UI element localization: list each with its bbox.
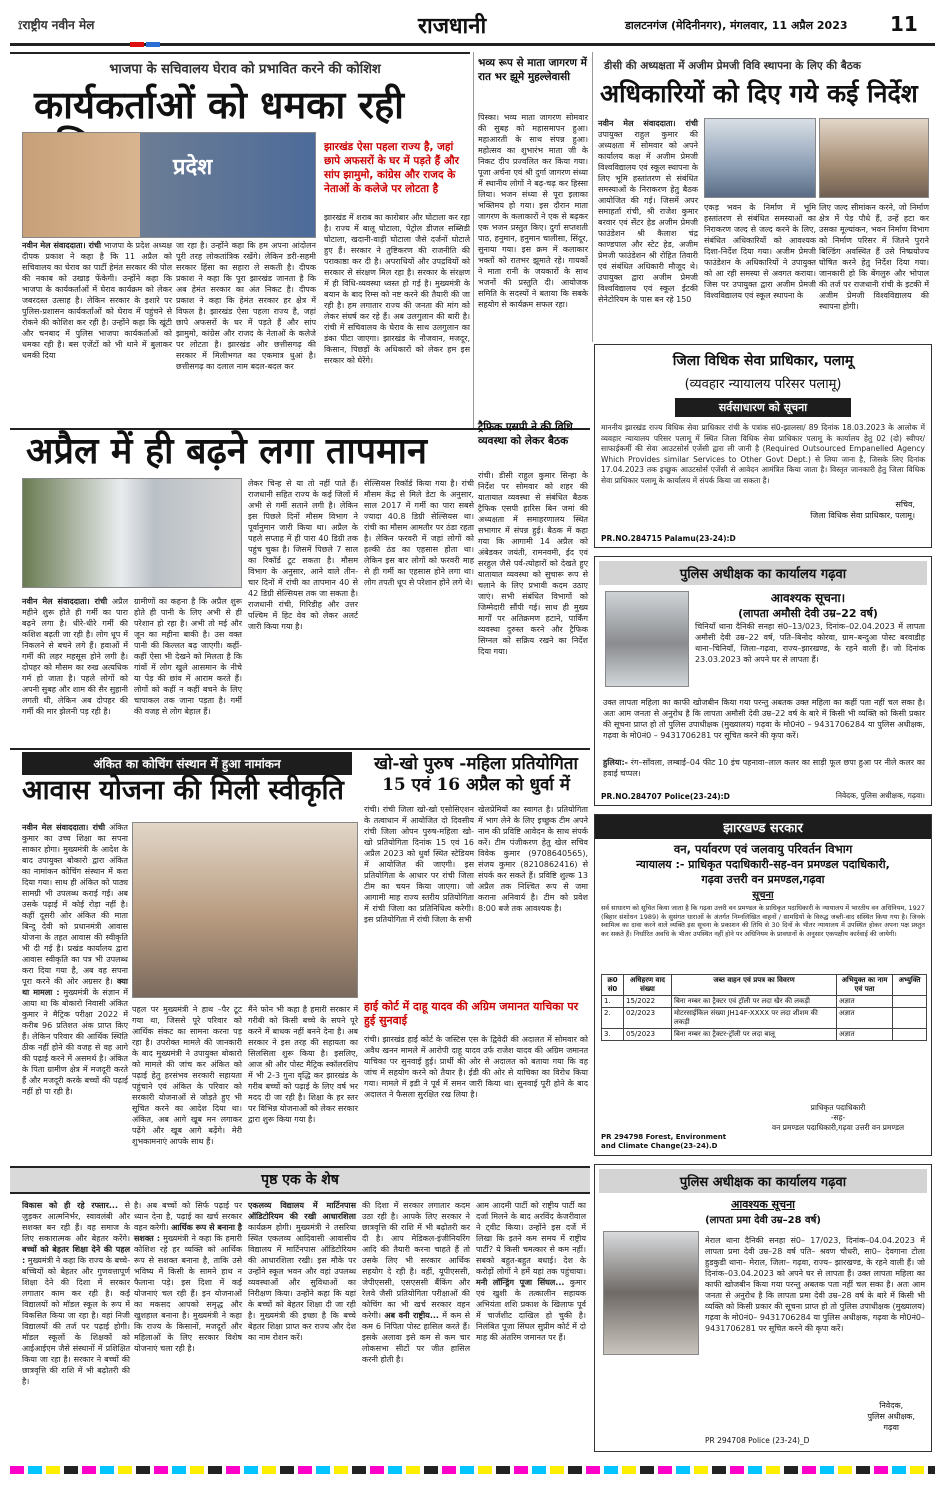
ad1-subtitle: (व्यवहार न्यायालय परिसर पलामू) <box>684 377 842 392</box>
ad3-sign-1: प्राधिकृत पदाधिकारी <box>810 1103 866 1112</box>
a3-photo-officials <box>819 118 929 198</box>
a4-body-2: ग्रामीणों का कहना है कि अप्रैल शुरू होते ही पानी के लिए अभी से ही परेशान हो रहा है। अभी तो मई और जून का महीना बाकी है। उस वक्त पानी की किल्लत बढ़ जाएगी। कहीं-कहीं ऐसा भी देखने को मिलता है कि गांवों में लोग खुले आसमान के नीचे या पेड़ की छांव में आराम करते हैं। लोगों को कहीं न कहीं बचने के लिए चापाकल तक जाना पड़ता है। गर्मी की वजह से लोग बेहाल हैं। <box>134 597 242 716</box>
a8-body1: से जुड़कर आत्मनिर्भर, स्वावलंबी और सशक्त बन रही हैं। वह समाज के लिए सकारात्मक और बेहतर करेंगे। <box>22 1201 130 1243</box>
a6-byline: नवीन मेल संवाददाता। रांची <box>22 823 106 832</box>
a2-headline: भव्य रूप से माता जागरण में रात भर झूमे मुहल्लेवासी <box>478 57 587 83</box>
table-row <box>602 996 927 1008</box>
a1-headline: कार्यकर्ताओं को धमका रही <box>34 82 404 127</box>
color-mark-icon <box>146 42 160 47</box>
ad3-body: सर्व साधारण को सूचित किया जाता है कि गढ़वा उत्तरी वन प्रमण्डल के प्राधिकृत पदाधिकारी के न्यायालय में भारतीय वन अधिनियम, 1927 (बिहार संशोधन 1989) के सुसंगत धाराओं के अंतर्गत निम्नलिखित वाहनों / सामग्रियों के विरुद्ध जब्ती-वाद संस्थित किया गया है। जिनके स्वामित्व का दावा करने वाले व्यक्ति इस सूचना के प्रकाशन की तिथि से 30 दिनों के भीतर न्यायालय में उपस्थित होकर अपना पक्ष प्रस्तुत कर सकते हैं। निर्धारित अवधि के भीतर उपस्थित नहीं होने पर अधिनियम के प्रावधानों के अनुसार एकपक्षीय कार्रवाई की जायेगी। <box>601 904 925 938</box>
table-row <box>602 1008 927 1029</box>
color-registration-bar <box>10 1466 935 1474</box>
ad1-body: माननीय झारखंड राज्य विधिक सेवा प्राधिकार रांची के पत्रांक सं0-झालसा/ 89 दिनांक 18.03.2023 के आलोक में व्यवहार न्यायालय परिसर पलामू में स्थित जिला विधिक सेवा प्राधिकार पलामू के कार्यालय हेतु 02 (दो) स्वीपर/साफाईकर्मी की सेवा आउटसोर्स एजेंसी द्वारा ली जानी है (Required Outsourced Empanelled Agency Which Provides similar Services to Other Govt Dept.) से लिया जाना है, जिसके लिए दिनांक 17.04.2023 तक इच्छुक आउटसोर्स एजेंसी से आवेदन आमंत्रित किया जाता है। विस्तृत जानकारी हेतु जिला विधिक सेवा प्राधिकार पलामू के कार्यालय में संपर्क किया जा सकता है। <box>601 423 925 485</box>
bird-logo-icon: ⟟ <box>18 18 23 32</box>
a8-body5: कार्यक्रम होगी। मुख्यमंत्री ने तसरिया स्थित एकलव्य आदिवासी आवासीय विद्यालय में मार्टिनपास ऑडिटोरियम की आधारशिला रखी। इस मौके पर उन्होंने स्कूल भवन और वहां उपलब्ध व्यवस्थाओं और सुविधाओं का निरीक्षण किया। उन्होंने कहा कि यहां के बच्चों को बेहतर शिक्षा दी जा रही है। मुख्यमंत्री की इच्छा है कि बच्चे बेहतर शिक्षा प्राप्त कर राज्य और देश का नाम रोशन करें। <box>248 1223 356 1342</box>
a1-body-text: भाजपा के प्रदेश अध्यक्ष दीपक प्रकाश ने कहा है कि 11 अप्रैल को सचिवालय का घेराव का पार्टी हेमंत सरकार की पोल की नकाब को उखाड़ फेंकेगी। उन्होंने कहा कि भाजपा के कार्यकर्ताओं में घेराव कार्यक्रम को लेकर जबरदस्त उत्साह है। लेकिन सरकार के इशारे पर पुलिस-प्रशासन कार्यकर्ताओं को घेराव में पहुंचने से रोकने की कोशिश कर रही है। उन्होंने कहा कि खूंटी और चनबाद में पुलिस भाजपा कार्यकर्ताओं को धमका रही है। बस एजेंटों को भी थाने में बुलाकर धमकी दिया <box>22 241 172 360</box>
table-cell <box>893 996 927 1008</box>
a7-body-3: रांची। झारखंड हाई कोर्ट के जस्टिस एस के द्विवेदी की अदालत में सोमवार को अवैध खनन मामले में आरोपी दाहू यादव उर्फ राजेश यादव की अग्रिम जमानत याचिका पर सुनवाई हुई। प्रार्थी की ओर से अदालत को बताया गया कि वह जांच में सहयोग करने को तैयार है। ईडी की ओर से याचिका का विरोध किया गया। मामले में इडी ने पूर्व में समन जारी किया था। सुनवाई पूरी होने के बाद अदालत ने फैसला सुरक्षित रख लिया है। <box>364 1035 588 1099</box>
table-cell: अज्ञात <box>837 1008 893 1029</box>
a3-photo-meeting <box>704 118 816 198</box>
table-cell: 3. <box>602 1029 624 1041</box>
table-header: अधिहरण वाद संख्या <box>624 975 672 996</box>
ad2-subtitle-2: (लापता अमौसी देवी उम्र–22 वर्ष) <box>738 607 878 620</box>
table-cell: 15/2022 <box>624 996 672 1008</box>
ad3-office-2: गढ़वा उत्तरी वन प्रमण्डल,गढ़वा <box>701 873 825 886</box>
ad3-dept: वन, पर्यावरण एवं जलवायु परिवर्तन विभाग <box>673 842 853 856</box>
ad2-hulia <box>603 757 925 789</box>
table-cell <box>893 1008 927 1029</box>
table-header: जब्त वाहन एवं प्रपत्र का विवरण <box>672 975 837 996</box>
ad4-title: पुलिस अधीक्षक का कार्यालय गढ़वा <box>679 1175 847 1190</box>
a4-body-4: सेल्सियस रिकॉर्ड किया गया है। रांची मौसम केंद्र से मिले डेटा के अनुसार, साल 2017 में गर्मी का पारा सबसे ज्यादा 40.8 डिग्री सेल्सियस था। रांची का मौसम आमतौर पर ठंडा रहता है। लेकिन फरवरी में जहां लोगों को हल्की ठंड का एहसास होता था। लेकिन इस बार लोगों को फरवरी माह से ही गर्मी का एहसास होने लगा था। लोग तपती धूप से परेशान होने लगे थे। <box>364 479 474 587</box>
a1-byline: नवीन मेल संवाददाता। रांची <box>22 241 102 250</box>
a8-h3: आर्थिक रूप से बनाना है सशक्त : <box>134 1223 242 1243</box>
a4-body-3: लेकर चिन्ह से या तो नहीं पाते हैं। राजधानी सहित राज्य के कई जिलों में अभी से गर्मी सताने लगी है। लेकिन इस पिछले दिनों मौसम विभाग ने पूर्वानुमान जारी किया था। अप्रैल के पहले सप्ताह में ही पारा 40 डिग्री तक पहुंच चुका है। जिसमें पिछले 7 साल का रिकॉर्ड टूट सकता है। मौसम विभाग के अनुसार, आने वाले तीन-चार दिनों में रांची का तापमान 40 से 42 डिग्री सेल्सियस तक जा सकता है। राजधानी रांची, गिरिडीह और उत्तर पश्चिम में हिट वेव को लेकर अलर्ट जारी किया गया है। <box>248 479 358 631</box>
ad3-sign-3: वन प्रमण्डल पदाधिकारी,गढ़वा उत्तरी वन प्रमण्डल <box>771 1123 905 1132</box>
ad3-notice: सूचना <box>752 890 774 901</box>
a4-headline: अप्रैल में ही बढ़ने लगा तापमान <box>26 430 427 472</box>
a7-body-2: खेलप्रेमियों का स्वागत है। प्रतियोगिता में भाग लेने के लिए इच्छुक टीम अपने नाम की प्रविष्टि आवेदन के साथ संपर्क करें। टीम पंजीकरण हेतु खेल सचिव विवेक कुमार (9708640565), संजय कुमार (8210862416) से संपर्क कर सकते हैं। प्रविष्टि शुल्क 13 अप्रैल तक निश्चित रूप से जमा कराना अनिवार्य है। टीम को प्रवेश 8:00 बजे तक आवश्यक है। <box>478 805 588 913</box>
ad2-hulia-text: रंग–साँवला, लम्बाई–04 फीट 10 इंच पहनावा–लाल कलर का साड़ी फूल छपा हुआ पर नीले कलर का हवाई चप्पल। <box>603 758 926 778</box>
ad2-title-bar <box>599 561 927 585</box>
a6-photo <box>132 822 358 998</box>
table-cell: 2. <box>602 1008 624 1029</box>
a8-col-4 <box>362 1200 470 1452</box>
table-cell: 02/2023 <box>624 1008 672 1029</box>
a8-col-1 <box>22 1200 130 1452</box>
a8-col-2 <box>134 1200 242 1452</box>
table-cell: मोटरसाईकिल संख्या JH14F-XXXX पर लदा शीशम की लकड़ी <box>672 1008 837 1029</box>
a8-body6: की दिशा में सरकार लगातार कदम उठा रही है। आपके लिए सरकार ने छात्रवृत्ति की राशि में भी बढ़ोतरी कर दी है। आप मेडिकल-इंजीनियरिंग आदि की तैयारी करना चाहते हैं तो उसके लिए भी सरकार आर्थिक सहयोग दे रही है। वहीं, यूपीएससी, जेपीएससी, एसएससी बैंकिंग और रेलवे जैसी प्रतियोगिता परीक्षाओं की कोचिंग का भी खर्च सरकार वहन करेगी। <box>362 1201 470 1320</box>
ad4-subtitle: आवश्यक सूचना <box>730 1198 796 1211</box>
ad2-body-1: चिनियाँ थाना दैनिकी सनहा सं0–13/023, दिनांक–02.04.2023 में लापता अमौसी देवी उम्र–22 वर्ष, पति–बिनोद कोरवा, ग्राम–बन्दुआ पोस्ट बरवाडीह थाना–चिनियाँ, जिला–गढ़वा, राज्य–झारखण्ड, के रहने वाली हैं। जो दिनांक 23.03.2023 को अपने घर से लापता हैं। <box>695 622 925 664</box>
a1-kicker: भाजपा के सचिवालय घेराव को प्रभावित करने की कोशिश <box>40 56 450 80</box>
ad-missing-person-2 <box>594 1164 932 1452</box>
a8-h2: बच्चों को बेहतर शिक्षा देने की पहल : <box>22 1245 130 1265</box>
divider <box>10 52 470 54</box>
a3-byline: नवीन मेल संवाददाता। रांची <box>598 119 698 128</box>
a6-body-text-2: मुख्यमंत्री के संज्ञान में आया था कि बोकारो निवासी अंकित कुमार ने मैट्रिक परीक्षा 2022 में करीब 96 प्रतिशत अंक प्राप्त किए हैं। लेकिन परिवार की आर्थिक स्थिति ठीक नहीं होने की वजह से वह आगे की पढ़ाई करने में असमर्थ है। अंकित के पिता ग्रामीण क्षेत्र में मजदूरी करते हैं और मजदूरी करके बच्चों की पढ़ाई नहीं हो पा रही है। <box>22 988 129 1096</box>
a4-body-text: अप्रैल महीने शुरू होते ही गर्मी का पारा बढ़ने लगा है। धीरे-धीरे गर्मी की कशिश बढ़ती जा रही है। लोग धूप में निकलने से बचने लगे हैं। हवाओं में गर्मी की लहर महसूस होने लगी है। दोपहर को मौसम का रुख अत्यधिक गर्म हो जाता है। पहले लोगों को अपनी सुबह और शाम की सैर सुहानी लगती थी, लेकिन अब दोपहर की गर्मी की मार झेलनी पड़ रही है। <box>22 597 128 716</box>
masthead <box>18 16 94 33</box>
ad3-sign-2: -सह- <box>830 1113 846 1122</box>
ad4-sign-1: निवेदक, <box>879 1401 904 1410</box>
ad4-body: मेराल थाना दैनिकी सनहा सं0– 17/023, दिनांक–04.04.2023 में लापता प्रमा देवी उम्र–28 वर्ष पति– श्रवण चौधरी, सा0– देवगाना टोला हुडकुडी थाना– मेराल, जिला– गढ़वा, राज्य– झारखण्ड, के रहने वाली हैं। जो दिनांक–03.04.2023 को अपने घर से लापता हैं। उक्त लापता महिला का काफी खोजबीन किया गया परन्तु अबतक पता नहीं चल सका है। अतः आम जनता से अनुरोध है कि लापता प्रमा देवी उम्र–28 वर्ष के बारे में किसी भी व्यक्ति को किसी प्रकार की सूचना प्राप्त हो तो पुलिस उपाधीक्षक (मुख्यालय) गढ़वा के मो0नं0– 9431706284 या पुलिस अधीक्षक, गढ़वा के मो0नं0– 9431706281 पर सूचित करने की कृपा करें। <box>705 1236 925 1333</box>
a6-body <box>22 822 128 1160</box>
a1-body-3: झारखंड में शराब का कारोबार और घोटाला कर रहा है। राज्य में बालू घोटाला, पेट्रोल डीजल सब्सिडी घोटाला, खदानी-वाड़ी घोटाला जैसे दर्जनों घोटाले हुए हैं। सरकार ने तुष्टिकरण की राजनीति की पराकाष्ठा कर दी है। अपराधियों और उपद्रवियों को सरकार से संरक्षण मिल रहा है। सरकार के संरक्षण में ही विधि-व्यवस्था ध्वस्त हो गई है। मुख्यमंत्री के बयान के बाद रिम्स को नष्ट करने की तैयारी की जा रही है। हम लगातार राज्य की जनता की मांग को लेकर संघर्ष कर रहे हैं। अब उलगुलान की बारी है। रांची में सचिवालय के घेराव के साथ उलगुलान का डंका पीटा जाएगा। झारखंड के नौजवान, मजदूर, किसान, पिछड़ों के अधिकारों को लेकर हम इस सरकार को घेरेंगे। <box>324 213 470 365</box>
ad4-sign-2: पुलिस अधीक्षक, <box>867 1412 915 1421</box>
a8-body2: मुख्यमंत्री ने कहा कि राज्य के बच्चे-बच्चियों को बेहतर और गुणवत्तापूर्ण शिक्षा देने की दिशा में सरकार लगातार काम कर रही है। कई विद्यालयों को मॉडल स्कूल के रूप में विकसित किया जा रहा है। वहां निजी विद्यालयों की तर्ज पर पढ़ाई होगी। मॉडल स्कूलों के शिक्षकों को आईआईएम जैसे संस्थानों में प्रशिक्षित किया जा रहा है। सरकार ने बच्चों की छात्रवृत्ति की राशि में भी बढ़ोतरी की है। <box>22 1256 130 1386</box>
table-header: अभ्युक्ति <box>893 975 927 996</box>
a8-body4: मुख्यमंत्री ने कहा कि हमारी कोशिश रहे हर व्यक्ति को आर्थिक रूप से सशक्त बनाना है, ताकि उसे भविष्य में किसी के सामने हाथ न फैलाना पड़े। इस दिशा में कई योजनाएं चल रही हैं। इन योजनाओं का मकसद आपको समृद्ध और खुशहाल बनाना है। मुख्यमंत्री ने कहा कि राज्य के किसानों, मजदूरों और महिलाओं के लिए सरकार विशेष योजनाएं चला रही है। <box>134 1234 242 1353</box>
a8-h6: मनी लॉन्ड्रिंग पूजा सिंघल... <box>476 1278 565 1287</box>
a8-h1: विकास को ही रहे रफ्तार... <box>22 1201 119 1210</box>
a7-subhead: हाई कोर्ट में दाहू यादव की अग्रिम जमानत याचिका पर हुई सुनवाई <box>364 1000 579 1027</box>
table-row <box>602 1029 927 1041</box>
ad1-pr: PR.NO.284715 Palamu(23-24):D <box>601 534 736 543</box>
a6-body-text: अंकित कुमार का उच्च शिक्षा का सपना साकार होगा। मुख्यमंत्री के आदेश के बाद उपायुक्त बोकारो द्वारा अंकित का नामांकन कोचिंग संस्थान में करा दिया गया। साथ ही अंकित को पाठ्य सामग्री भी उपलब्ध कराई गई। अब उसके पढ़ाई में कोई रोड़ा नहीं है। कहीं दूसरी ओर अंकित की माता बिन्दु देवी को प्रधानमंत्री आवास योजना के तहत आवास की स्वीकृति भी दी गई है। प्रखंड कार्यालय द्वारा आवास स्वीकृति का पत्र भी उपलब्ध करा दिया गया है, अब वह सपना पूरा करने की ओर अग्रसर है। <box>22 823 128 986</box>
a6-body-4: मैंने फोन भी कहा है हमारी सरकार में गरीबी को किसी बच्चे के सपने पूरे करने में बाधक नहीं बनने देना है। अब सरकार ने इस तरह की सहायता का सिलसिला शुरू किया है। इसलिए, आज श्री और पोस्ट मैट्रिक स्कॉलरशिप में भी 2-3 गुना वृद्धि कर झारखंड के गरीब बच्चों को पढ़ाई के लिए वर्ष भर मदद दी जा रही है। शिक्षा के हर स्तर पर विभिन्न योजनाओं को लेकर सरकार द्वारा शुरू किया गया है। <box>248 1005 358 1124</box>
ad3-pr: PR 294798 Forest, Environment and Climate Change(23-24).D <box>601 1133 727 1150</box>
ad2-hulia-label: हुलिया:- <box>603 758 628 767</box>
a2-body: पिस्का। भव्य माता जागरण सोमवार की सुबह को महासमापन हुआ। महाआरती के साथ संपन्न हुआ। महोत्सव का शुभारंभ माता जी के निकट दीप प्रज्वलित कर किया गया। पूजा अर्चना एवं श्री दुर्गा जागरण संध्या में स्थानीय लोगों ने बढ़-चढ़ कर हिस्सा लिया। भजन संध्या से पूरा इलाका भक्तिमय हो गया। इस दौरान माता जागरण के कलाकारों ने एक से बढ़कर एक भजन प्रस्तुत किए। दुर्गा सप्तशती पाठ, हनुमान, हनुमान चालीसा, सिंदूर, सुनाया गया। इस क्रम में कलाकार भक्तों को रातभर झूमाते रहे। गायकों ने माता रानी के जयकारों के साथ भजनों की प्रस्तुति दी। आयोजक समिति के सदस्यों ने बताया कि सबके सहयोग से कार्यक्रम सफल रहा। <box>478 113 588 309</box>
a8-body8: कुमार एवं खुशी के तत्कालीन सहायक अभियंता शशि प्रकाश के खिलाफ पूर्व में चार्जशीट दाखिल हो चुकी है। निलंबित पूजा सिंघल सुप्रीम कोर्ट में दो माह की अंतरिम जमानत पर हैं। <box>476 1278 586 1342</box>
table-header-row <box>602 975 927 996</box>
continued-band <box>10 1166 590 1194</box>
ad1-bar <box>675 398 851 417</box>
ad4-sign <box>867 1400 915 1433</box>
divider <box>592 52 593 342</box>
ad1-bar-text: सर्वसाधारण को सूचना <box>718 401 808 414</box>
a8-h5: अब वनी राष्ट्रीय... <box>384 1311 439 1320</box>
table-header: क्र0 सं0 <box>602 975 624 996</box>
table-cell: 1. <box>602 996 624 1008</box>
table-cell <box>893 1029 927 1041</box>
a1-photo-text: प्रदेश <box>173 155 213 180</box>
a3-body <box>598 118 698 340</box>
a8-col-5 <box>476 1200 586 1452</box>
a4-photo <box>22 478 242 588</box>
a1-body <box>22 240 172 360</box>
dateline: डालटनगंज (मेदिनीनगर), मंगलवार, 11 अप्रैल 2023 <box>625 19 848 32</box>
a6-headline: आवास योजना की मिली स्वीकृति <box>22 775 344 806</box>
ad4-sign-3: गढ़वा <box>883 1423 899 1432</box>
a8-h4: एकलव्य विद्यालय में मार्टिनपास ऑडिटोरियम की रखी आधारशिला <box>248 1201 356 1221</box>
ad3-title: झारखण्ड सरकार <box>723 821 803 836</box>
ad4-subtitle-2: (लापता प्रमा देवी उम्र–28 वर्ष) <box>705 1215 821 1226</box>
a1-subhead: झारखंड ऐसा पहला राज्य है, जहां छापे अफसरों के घर में पड़ते हैं और सांप झामुमो, कांग्रेस और राजद के नेताओं के कलेजे पर लोटता है <box>324 141 459 195</box>
table-header: अभियुक्त का नाम एवं पता <box>837 975 893 996</box>
divider <box>10 748 590 750</box>
table-cell: 05/2023 <box>624 1029 672 1041</box>
ad2-title: पुलिस अधीक्षक का कार्यालय गढ़वा <box>679 567 847 582</box>
ad1-sign <box>595 499 915 521</box>
ad4-pr: PR 294708 Police (23-24)_D <box>705 1436 810 1445</box>
band-title: पृष्ठ एक के शेष <box>261 1172 339 1188</box>
ad2-body-2: उक्त लापता महिला का काफी खोजबीन किया गया परन्तु अबतक उक्त महिला का कहीं पता नहीं चल सका है। अतः आम जनता से अनुरोध है कि लापता अमौसी देवी उम्र–22 वर्ष के बारे में किसी भी व्यक्ति को किसी प्रकार की सूचना प्राप्त हो तो पुलिस उपाधीक्षक (मुख्यालय) गढ़वा के मो0नं0 – 9431706284 या पुलिस अधीक्षक, गढ़वा के मो0नं0 – 9431706281 पर सूचित करने की कृपा करें। <box>603 698 925 740</box>
a4-byline: नवीन मेल संवाददाता। रांची <box>22 597 108 606</box>
a3-headline: अधिकारियों को दिए गये कई निर्देश <box>600 79 918 108</box>
a6-kicker: अंकित का कोचिंग संस्थान में हुआ नामांकन <box>22 752 352 775</box>
a3-body-2: एकड़ भवन के निर्माण में भूमि हस्तांतरण से संबंधित समस्याओं का निराकरण जल्द से जल्द करने के लिए, संबंधित अधिकारियों को आवश्यक दिशा-निर्देश दिया गया। अजीम प्रेमजी फाउंडेशन के अधिकारियों ने उपायुक्त को आ रही समस्या से अवगत कराया। जिस पर उपायुक्त द्वारा अजीम प्रेमजी विश्वविद्यालय एवं स्कूल स्थापना के <box>704 203 816 300</box>
ad4-photo <box>603 1231 699 1355</box>
table-cell: अज्ञात <box>837 1029 893 1041</box>
ad3-sign <box>753 1103 923 1133</box>
table-cell: अज्ञात <box>837 996 893 1008</box>
a8-col-3 <box>248 1200 356 1452</box>
ad-missing-person-1 <box>594 556 932 806</box>
table-cell: बिना नम्बर का ट्रैक्टर एवं ट्रॉली पर लदा खैर की लकड़ी <box>672 996 837 1008</box>
a7-body: रांची। रांची जिला खो-खो एसोसिएशन के तत्वाधान में आयोजित दो दिवसीय रांची जिला ओपन पुरुष-महिला खो-खो प्रतियोगिता दिनांक 15 एवं 16 अप्रैल 2023 को धुर्वा स्थित स्टेडियम में आयोजित की जाएगी। इस प्रतियोगिता के आधार पर रांची जिला टीम का चयन किया जाएगा। जो आगामी माह राज्य स्तरीय प्रतियोगिता में रांची जिला का प्रतिनिधित्व करेगी। इस प्रतियोगिता में रांची जिला के सभी <box>364 805 474 924</box>
a1-body-2: जा रहा है। उन्होंने कहा कि हम अपना आंदोलन पूरी तरह लोकतांत्रिक रखेंगे। लेकिन डरी-सहमी सरकार हिंसा का सहारा ले सकती है। दीपक प्रकाश ने कहा कि पूरा झारखंड जानता है कि अब हेमंत सरकार का अंत निकट है। दीपक प्रकाश ने कहा कि हेमंत सरकार हर क्षेत्र में विफल है। झारखंड ऐसा पहला राज्य है, जहां छापे अफसरों के घर में पड़ते हैं और सांप झामुमो, कांग्रेस और राजद के नेताओं के कलेजे पर लोटता है। झारखंड और छत्तीसगढ़ की सरकार में मिलीभगत का एकमात्र धुआं है। छत्तीसगढ़ का दलाल नाम बदल-बदल कर <box>176 241 316 371</box>
table-cell: बिना नम्बर का ट्रैक्टर-ट्रॉली पर लदा बालू <box>672 1029 837 1041</box>
a8-body9: आम आदमी पार्टी को राष्ट्रीय पार्टी का दर्जा मिलने के बाद अरविंद केजरीवाल ने ट्वीट किया। उन्होंने इस दर्जे में लिखा कि इतने कम समय में राष्ट्रीय पार्टी? ये किसी चमत्कार से कम नहीं। सबको बहुत-बहुत बधाई। देश के करोड़ों लोगों ने हमें यहां तक पहुंचाया। <box>476 1201 586 1276</box>
divider <box>473 52 474 428</box>
a5-headline: ट्रैफिक एसपी ने की विधि व्यवस्था को लेकर बैठक <box>478 421 573 447</box>
page-number: 11 <box>890 12 918 36</box>
ad3-table <box>601 974 927 1041</box>
a3-kicker: डीसी की अध्यक्षता में अजीम प्रेमजी विवि स्थापना के लिए की बैठक <box>598 56 928 76</box>
ad-forest-dept <box>594 814 932 1156</box>
ad3-office: न्यायालय :- प्राधिकृत पदाधिकारी-सह-वन प्रमण्डल पदाधिकारी, <box>636 858 890 871</box>
a1-photo <box>22 132 316 238</box>
ad2-subtitle: आवश्यक सूचना। <box>770 591 846 605</box>
a7-headline: खो-खो पुरुष -महिला प्रतियोगिता 15 एवं 16 अप्रैल को धुर्वा में <box>374 754 578 795</box>
ad1-sign-1: सचिव, <box>895 500 915 509</box>
a3-body-3: लिए जल्द सीमांकन करने, जो निर्माण क्षेत्र में पेड़ पौधे हैं, उन्हें हटा कर उसका मूल्यांकन, भवन निर्माण विभाग को निर्माण परिसर में जितने पुराने बिल्डिंग अवस्थित हैं उसे निष्प्रयोज्य घोषित करने हेतु निर्देश दिया गया। जानकारी हो कि बेंगलुरु और भोपाल की तर्ज पर राजधानी रांची के इटकी में अजीम प्रेमजी विश्वविद्यालय की स्थापना होगी। <box>819 203 929 311</box>
ad2-photo <box>605 591 689 687</box>
ad1-title: जिला विधिक सेवा प्राधिकार, पलामू <box>672 353 854 369</box>
masthead-text: राष्ट्रीय नवीन मेल <box>22 18 95 32</box>
ad-legal-services <box>594 344 932 548</box>
a4-body <box>22 596 128 744</box>
a3-body-text: उपायुक्त राहुल कुमार की अध्यक्षता में सोमवार को अपने कार्यालय कक्ष में अजीम प्रेमजी विश्वविद्यालय एवं स्कूल स्थापना के लिए भूमि हस्तांतरण से संबंधित समस्याओं के निराकरण हेतु बैठक आयोजित की गई। जिसमें अपर समाहर्ता रांची, श्री राजेश कुमार बरवार एवं सेंटर हेड अजीम प्रेमजी फाउंडेशन श्री कैलाश चंद्र काण्डपाल और स्टेट हेड, अजीम प्रेमजी फाउंडेशन श्री रोहित तिवारी एवं संबंधित अधिकारी मौजूद थे। उपायुक्त द्वारा अजीम प्रेमजी विश्वविद्यालय एवं स्कूल ईटकी सेनेटोरियम के पास बन रहे 150 <box>598 130 698 304</box>
section-title: राजधानी <box>418 13 487 39</box>
a8-body7: में कम से कम 6 निपिता पोस्ट हासिल करते हैं। इसके अलावा इसे कम से कम चार लोकसभा सीटों पर जीत हासिल करनी होती है। <box>362 1311 470 1364</box>
ad2-sign: निवेदक, पुलिस अधीक्षक, गढ़वा। <box>835 791 925 800</box>
ad2-pr: PR.NO.284707 Police(23-24):D <box>601 792 730 801</box>
a8-body3: है। अब बच्चों को सिर्फ पढ़ाई पर ध्यान देना है, पढ़ाई का खर्च सरकार वहन करेगी। <box>134 1201 242 1232</box>
ad4-title-bar <box>599 1169 927 1193</box>
ad1-sign-2: जिला विधिक सेवा प्राधिकार, पलामू। <box>810 511 915 520</box>
a5-body: रांची। डीसी राहुल कुमार सिन्हा के निर्देश पर सोमवार को शहर की यातायात व्यवस्था से संबंधित बैठक ट्रैफिक एसपी हारिस बिन जमां की अध्यक्षता में समाहरणालय स्थित सभागार में संपन्न हुई। बैठक में कहा गया कि आगामी 14 अप्रैल को अंबेडकर जयंती, रामनवमी, ईद एवं सरहुल जैसे पर्व-त्योहारों को देखते हुए यातायात व्यवस्था को सुचारू रूप से चलाने के लिए प्रभावी कदम उठाए जाएं। सभी संबंधित विभागों को जिम्मेदारी सौंपी गई। साथ ही मुख्य मार्गों पर अतिक्रमण हटाने, पार्किंग व्यवस्था दुरुस्त करने और ट्रैफिक सिग्नल को सक्रिय रखने का निर्देश दिया गया। <box>478 471 588 656</box>
ad3-title-bar <box>595 815 931 839</box>
a6-mid: क्या था मामला : <box>22 977 128 997</box>
color-mark-icon <box>130 42 144 47</box>
a6-body-3: पहल पर मुख्यमंत्री ने हाथ –पैर टूट गया था, जिससे पूरे परिवार को आर्थिक संकट का सामना करना पड़ रहा है। उपरोक्त मामले की जानकारी के बाद मुख्यमंत्री ने उपायुक्त बोकारो को मामले की जांच कर अंकित को पढ़ाई हेतु हरसंभव सरकारी सहायता पहुंचाने एवं अंकित के परिवार को सरकारी योजनाओं से जोड़ते हुए भी सूचित करने का आदेश दिया था। अंकित, अब आगे खूब मन लगाकर पढ़ेंगे और खूब आगे बढ़ेंगे। मेरी शुभकामनाएं आपके साथ हैं। <box>132 1005 242 1146</box>
